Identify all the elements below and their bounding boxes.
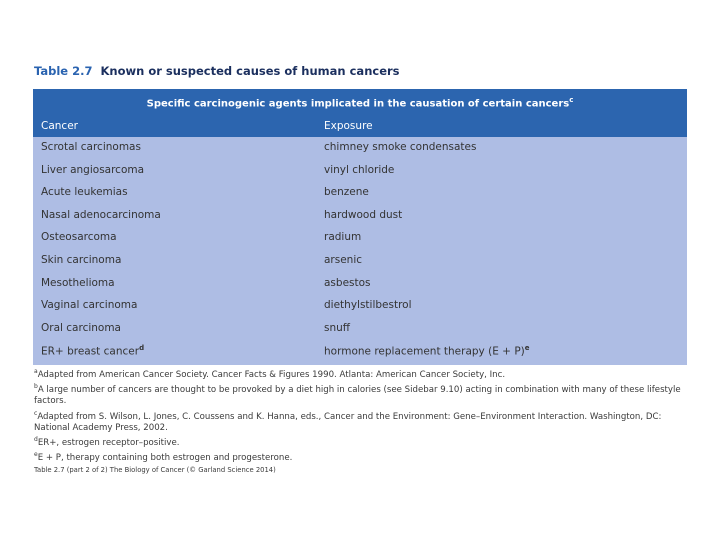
cell-cancer: Nasal adenocarcinoma (41, 208, 161, 221)
table-title-text: Known or suspected causes of human cancers (100, 64, 400, 78)
cell-cancer: Vaginal carcinoma (41, 299, 138, 312)
cell-exposure: diethylstilbestrol (324, 299, 412, 312)
footnote (34, 366, 694, 381)
footnote-mark: d (139, 344, 145, 353)
footnote-text: E + P, therapy containing both estrogen and progesterone. (37, 453, 293, 464)
table-row (33, 227, 687, 250)
footnote-mark: c (34, 409, 38, 417)
footnote-text: ER+, estrogen receptor–positive. (37, 437, 180, 448)
cell-cancer: Liver angiosarcoma (41, 163, 145, 176)
cell-cancer: Mesothelioma (41, 276, 115, 289)
table-header (33, 89, 687, 137)
table-row (33, 250, 687, 273)
table-row (33, 137, 687, 160)
table-row (33, 160, 687, 183)
cell-cancer: Skin carcinoma (41, 254, 122, 266)
footnote (34, 434, 694, 449)
footnote-text: Adapted from S. Wilson, L. Jones, C. Coussens and K. Hanna, eds., Cancer and the Environment: Gene–Environment Interaction. Washington, DC: National Academy Press, 2002. (34, 411, 662, 433)
cell-exposure: arsenic (324, 254, 363, 266)
cell-cancer-text: ER+ breast cancer (41, 345, 140, 358)
cell-exposure: asbestos (324, 276, 371, 289)
footnote (34, 381, 694, 407)
table-body (33, 137, 687, 365)
column-header-exposure: Exposure (324, 120, 373, 132)
table-row (33, 182, 687, 205)
footnote-mark: d (34, 436, 38, 444)
table-row (33, 318, 687, 341)
table-title (34, 64, 400, 78)
cell-cancer: Acute leukemias (41, 186, 128, 199)
footnote-mark: a (34, 368, 38, 375)
cell-cancer: Scrotal carcinomas (41, 141, 141, 153)
footnote-mark: e (34, 451, 38, 459)
cell-cancer (41, 344, 144, 358)
table-number: Table 2.7 (34, 64, 93, 78)
table-row (33, 205, 687, 228)
table-row (33, 295, 687, 318)
cell-exposure: radium (324, 231, 362, 244)
cell-exposure: snuff (324, 321, 351, 334)
footnote-mark: b (34, 383, 38, 391)
cell-cancer: Osteosarcoma (41, 231, 117, 244)
footnotes (34, 366, 694, 464)
cell-exposure: vinyl chloride (324, 163, 395, 176)
header-caption-text: Specific carcinogenic agents implicated in the causation of certain cancers (146, 98, 570, 110)
cell-exposure-text: hormone replacement therapy (E + P) (324, 345, 525, 358)
table-row (33, 273, 687, 296)
cell-exposure: chimney smoke condensates (324, 141, 477, 153)
cell-exposure (324, 344, 530, 358)
source-caption: Table 2.7 (part 2 of 2) The Biology of Cancer (© Garland Science 2014) (34, 466, 276, 474)
footnote-text: Adapted from American Cancer Society. Cancer Facts & Figures 1990. Atlanta: American Cancer Society, Inc. (37, 369, 506, 380)
footnote-mark: e (524, 344, 530, 353)
header-caption-mark: c (569, 96, 574, 104)
header-caption (33, 96, 687, 109)
footnote (34, 449, 694, 464)
footnote (34, 408, 694, 434)
cell-exposure: hardwood dust (324, 208, 403, 221)
table-row (33, 340, 687, 363)
cell-exposure: benzene (324, 186, 369, 199)
cell-cancer: Oral carcinoma (41, 321, 121, 334)
column-header-cancer: Cancer (41, 120, 78, 132)
footnote-text: A large number of cancers are thought to be provoked by a diet high in calories (see Sidebar 9.10) acting in combination with many of these lifestyle factors. (34, 385, 681, 407)
